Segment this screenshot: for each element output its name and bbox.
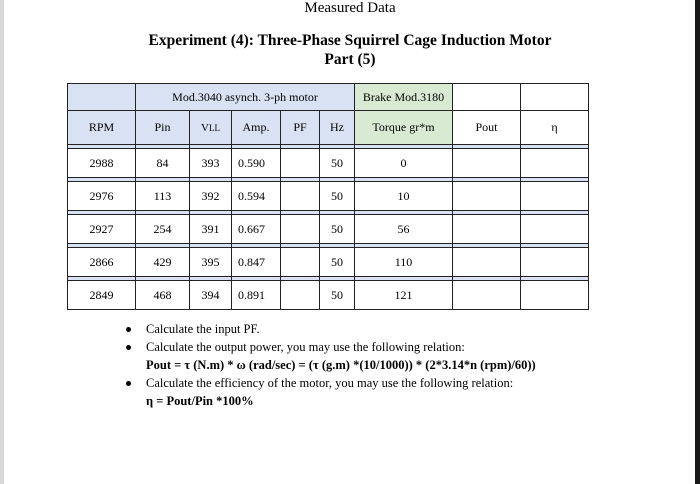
table-column-header-row bbox=[68, 111, 589, 145]
group-header-blank bbox=[68, 84, 136, 111]
cell-pout bbox=[453, 182, 521, 211]
cell-pf bbox=[281, 248, 320, 277]
group-header-eta-blank bbox=[521, 84, 589, 111]
title-line-2: Part (5) bbox=[324, 51, 376, 68]
efficiency-formula: η = Pout/Pin *100% bbox=[146, 394, 254, 408]
col-header-pout: Pout bbox=[453, 111, 521, 145]
instruction-item bbox=[124, 320, 536, 338]
bullet-icon bbox=[126, 345, 131, 350]
bullet-icon bbox=[126, 381, 131, 386]
cell-rpm: 2988 bbox=[68, 149, 136, 178]
cell-hz: 50 bbox=[320, 215, 355, 244]
cell-hz: 50 bbox=[320, 149, 355, 178]
table-row bbox=[68, 281, 589, 310]
instruction-item bbox=[124, 374, 536, 410]
cell-rpm: 2976 bbox=[68, 182, 136, 211]
instruction-text: Calculate the efficiency of the motor, you may use the following relation: bbox=[146, 376, 514, 390]
cell-pf bbox=[281, 149, 320, 178]
col-header-rpm: RPM bbox=[68, 111, 136, 145]
cell-pout bbox=[453, 248, 521, 277]
cell-vll: 391 bbox=[190, 215, 232, 244]
table-row bbox=[68, 182, 589, 211]
cell-pf bbox=[281, 182, 320, 211]
vll-letter: V bbox=[201, 121, 209, 134]
col-header-torque: Torque gr*m bbox=[355, 111, 453, 145]
cell-pf bbox=[281, 281, 320, 310]
cell-pf bbox=[281, 215, 320, 244]
cell-pout bbox=[453, 215, 521, 244]
cell-amp: 0.590 bbox=[232, 149, 281, 178]
col-header-hz: Hz bbox=[320, 111, 355, 145]
measured-data-table bbox=[67, 83, 589, 310]
cell-rpm: 2927 bbox=[68, 215, 136, 244]
instruction-item bbox=[124, 338, 536, 374]
cell-rpm: 2849 bbox=[68, 281, 136, 310]
cell-eta bbox=[521, 182, 589, 211]
instructions-list bbox=[124, 320, 536, 410]
col-header-amp: Amp. bbox=[232, 111, 281, 145]
vll-subscript: LL bbox=[208, 122, 220, 133]
cell-vll: 394 bbox=[190, 281, 232, 310]
output-power-formula: Pout = τ (N.m) * ω (rad/sec) = (τ (g.m) *(10/1000)) * (2*3.14*n (rpm)/60)) bbox=[146, 358, 536, 372]
title-line-1: Experiment (4): Three-Phase Squirrel Cage Induction Motor bbox=[148, 32, 552, 49]
table-row bbox=[68, 149, 589, 178]
cell-pout bbox=[453, 149, 521, 178]
cell-eta bbox=[521, 215, 589, 244]
page-header-label: Measured Data bbox=[304, 0, 396, 16]
cell-torque: 121 bbox=[355, 281, 453, 310]
right-edge bbox=[695, 0, 700, 484]
cell-vll: 392 bbox=[190, 182, 232, 211]
cell-eta bbox=[521, 281, 589, 310]
experiment-title bbox=[0, 31, 700, 69]
cell-eta bbox=[521, 149, 589, 178]
cell-torque: 110 bbox=[355, 248, 453, 277]
cell-eta bbox=[521, 248, 589, 277]
cell-amp: 0.891 bbox=[232, 281, 281, 310]
instruction-text: Calculate the output power, you may use the following relation: bbox=[146, 340, 465, 354]
table-row bbox=[68, 215, 589, 244]
bullet-icon bbox=[126, 327, 131, 332]
cell-torque: 10 bbox=[355, 182, 453, 211]
col-header-vll bbox=[190, 111, 232, 145]
cell-hz: 50 bbox=[320, 248, 355, 277]
cell-vll: 393 bbox=[190, 149, 232, 178]
cell-pin: 468 bbox=[136, 281, 190, 310]
cell-pin: 429 bbox=[136, 248, 190, 277]
cell-rpm: 2866 bbox=[68, 248, 136, 277]
table-body bbox=[68, 145, 589, 310]
cell-amp: 0.847 bbox=[232, 248, 281, 277]
cell-pin: 113 bbox=[136, 182, 190, 211]
table-group-header-row bbox=[68, 84, 589, 111]
cell-amp: 0.594 bbox=[232, 182, 281, 211]
group-header-motor: Mod.3040 asynch. 3-ph motor bbox=[136, 84, 355, 111]
group-header-pout-blank bbox=[453, 84, 521, 111]
cell-hz: 50 bbox=[320, 182, 355, 211]
col-header-pf: PF bbox=[281, 111, 320, 145]
table-row bbox=[68, 248, 589, 277]
group-header-brake: Brake Mod.3180 bbox=[355, 84, 453, 111]
col-header-eta: η bbox=[521, 111, 589, 145]
cell-hz: 50 bbox=[320, 281, 355, 310]
cell-torque: 0 bbox=[355, 149, 453, 178]
col-header-pin: Pin bbox=[136, 111, 190, 145]
cell-pout bbox=[453, 281, 521, 310]
cell-pin: 254 bbox=[136, 215, 190, 244]
cell-pin: 84 bbox=[136, 149, 190, 178]
left-edge bbox=[0, 0, 4, 484]
cell-torque: 56 bbox=[355, 215, 453, 244]
cell-vll: 395 bbox=[190, 248, 232, 277]
cell-amp: 0.667 bbox=[232, 215, 281, 244]
instruction-text: Calculate the input PF. bbox=[146, 322, 260, 336]
